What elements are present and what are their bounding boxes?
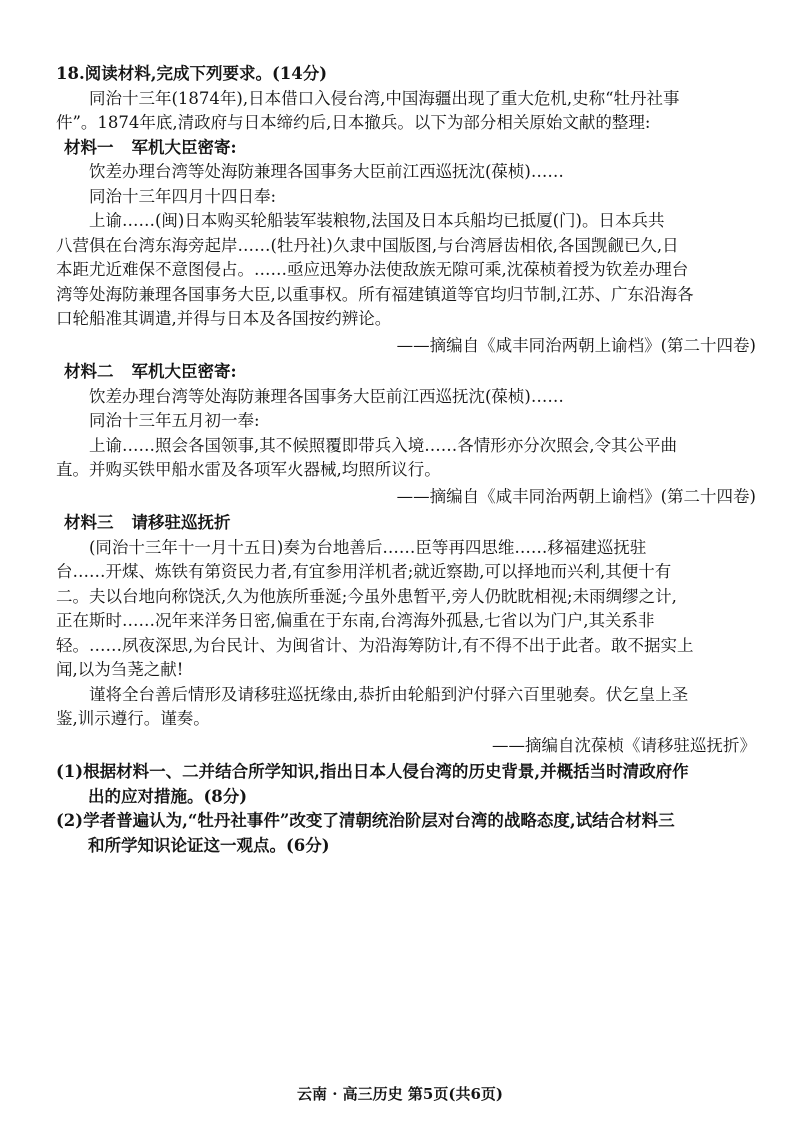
page-footer: 云南 · 高三历史 第5页(共6页) <box>297 1085 503 1103</box>
material-line: 本距尤近难保不意图侵占。……亟应迅筹办法使敌族无隙可乘,沈葆桢着授为钦差办理台 <box>56 260 689 279</box>
material-header <box>56 136 756 161</box>
subquestions <box>56 760 756 858</box>
material-line: 轻。……夙夜深思,为台民计、为闽省计、为沿海筹防计,有不得不出于此者。敢不据实上 <box>56 635 694 655</box>
material-header <box>56 360 756 385</box>
material-header <box>56 511 756 536</box>
subquestion-line: 出的应对措施。(8分) <box>88 786 248 806</box>
material-line: 同治十三年五月初一奉: <box>89 411 260 430</box>
material-line: 台……开煤、炼铁有第资民力者,有宜参用洋机者;就近察勘,可以择地而兴利,其便十有 <box>56 562 672 581</box>
material-line: 二。夫以台地向称饶沃,久为他族所垂涎;今虽外患暂平,旁人仍眈眈相视;未雨绸缪之计, <box>56 586 677 606</box>
material-name: 材料一 <box>64 137 114 157</box>
material-subtitle: 军机大臣密寄: <box>131 362 237 381</box>
material-line: 上谕……(闽)日本购买轮船装军装粮物,法国及日本兵船均已抵厦(门)。日本兵共 <box>89 211 665 230</box>
subquestion-line: (1)根据材料一、二并结合所学知识,指出日本人侵台湾的历史背景,并概括当时清政府作 <box>56 762 689 781</box>
material-line: 直。并购买铁甲船水雷及各项军火器械,均照所议行。 <box>56 460 441 479</box>
material-name: 材料二 <box>64 362 114 381</box>
intro-line: 件”。1874年底,清政府与日本缔约后,日本撤兵。以下为部分相关原始文献的整理: <box>56 113 651 132</box>
intro-line: 同治十三年(1874年),日本借口入侵台湾,中国海疆出现了重大危机,史称“牡丹社事 <box>89 88 680 108</box>
materials <box>56 136 756 759</box>
subquestion-line: (2)学者普遍认为,“牡丹社事件”改变了清朝统治阶层对台湾的战略态度,试结合材料三 <box>56 811 675 830</box>
material-line: 八营俱在台湾东海旁起岸……(牡丹社)久隶中国版图,与台湾唇齿相依,各国觊觎已久,日 <box>56 235 679 255</box>
material-source: ——摘编自《咸丰同治两朝上谕档》(第二十四卷) <box>396 486 756 506</box>
material-name: 材料三 <box>64 513 114 532</box>
material-line: 正在斯时……况年来洋务日密,偏重在于东南,台湾海外孤悬,七省以为门户,其关系非 <box>56 611 655 630</box>
material-line: 上谕……照会各国领事,其不候照覆即带兵入境……各情形亦分次照会,令其公平曲 <box>89 435 677 455</box>
material-line: 饮差办理台湾等处海防兼理各国事务大臣前江西巡抚沈(葆桢)…… <box>89 386 564 406</box>
question-header: 18.阅读材料,完成下列要求。(14分) <box>56 64 328 83</box>
material-line: 同治十三年四月十四日奉: <box>89 186 277 206</box>
material-line: 饮差办理台湾等处海防兼理各国事务大臣前江西巡抚沈(葆桢)…… <box>89 162 564 181</box>
material-source: ——摘编自沈葆桢《请移驻巡抚折》 <box>492 735 756 755</box>
material-subtitle: 请移驻巡抚折 <box>131 513 231 532</box>
material-line: 闻,以为刍荛之献! <box>56 660 184 679</box>
material-line: 谨将全台善后情形及请移驻巡抚缘由,恭折由轮船到沪付驿六百里驰奏。伏乞皇上圣 <box>89 684 689 704</box>
question-18 <box>56 62 756 858</box>
material-line: 湾等处海防兼理各国事务大臣,以重事权。所有福建镇道等官均归节制,江苏、广东沿海各 <box>56 284 694 304</box>
subquestion-line: 和所学知识论证这一观点。(6分) <box>88 835 330 855</box>
material-line: 口轮船准其调遣,并得与日本及各国按约辨论。 <box>56 309 392 328</box>
material-line: (同治十三年十一月十五日)奏为台地善后……臣等再四思维……移福建巡抚驻 <box>89 537 647 557</box>
material-subtitle: 军机大臣密寄: <box>131 137 237 157</box>
material-source: ——摘编自《咸丰同治两朝上谕档》(第二十四卷) <box>396 335 756 355</box>
material-line: 鉴,训示遵行。谨奏。 <box>56 709 210 728</box>
